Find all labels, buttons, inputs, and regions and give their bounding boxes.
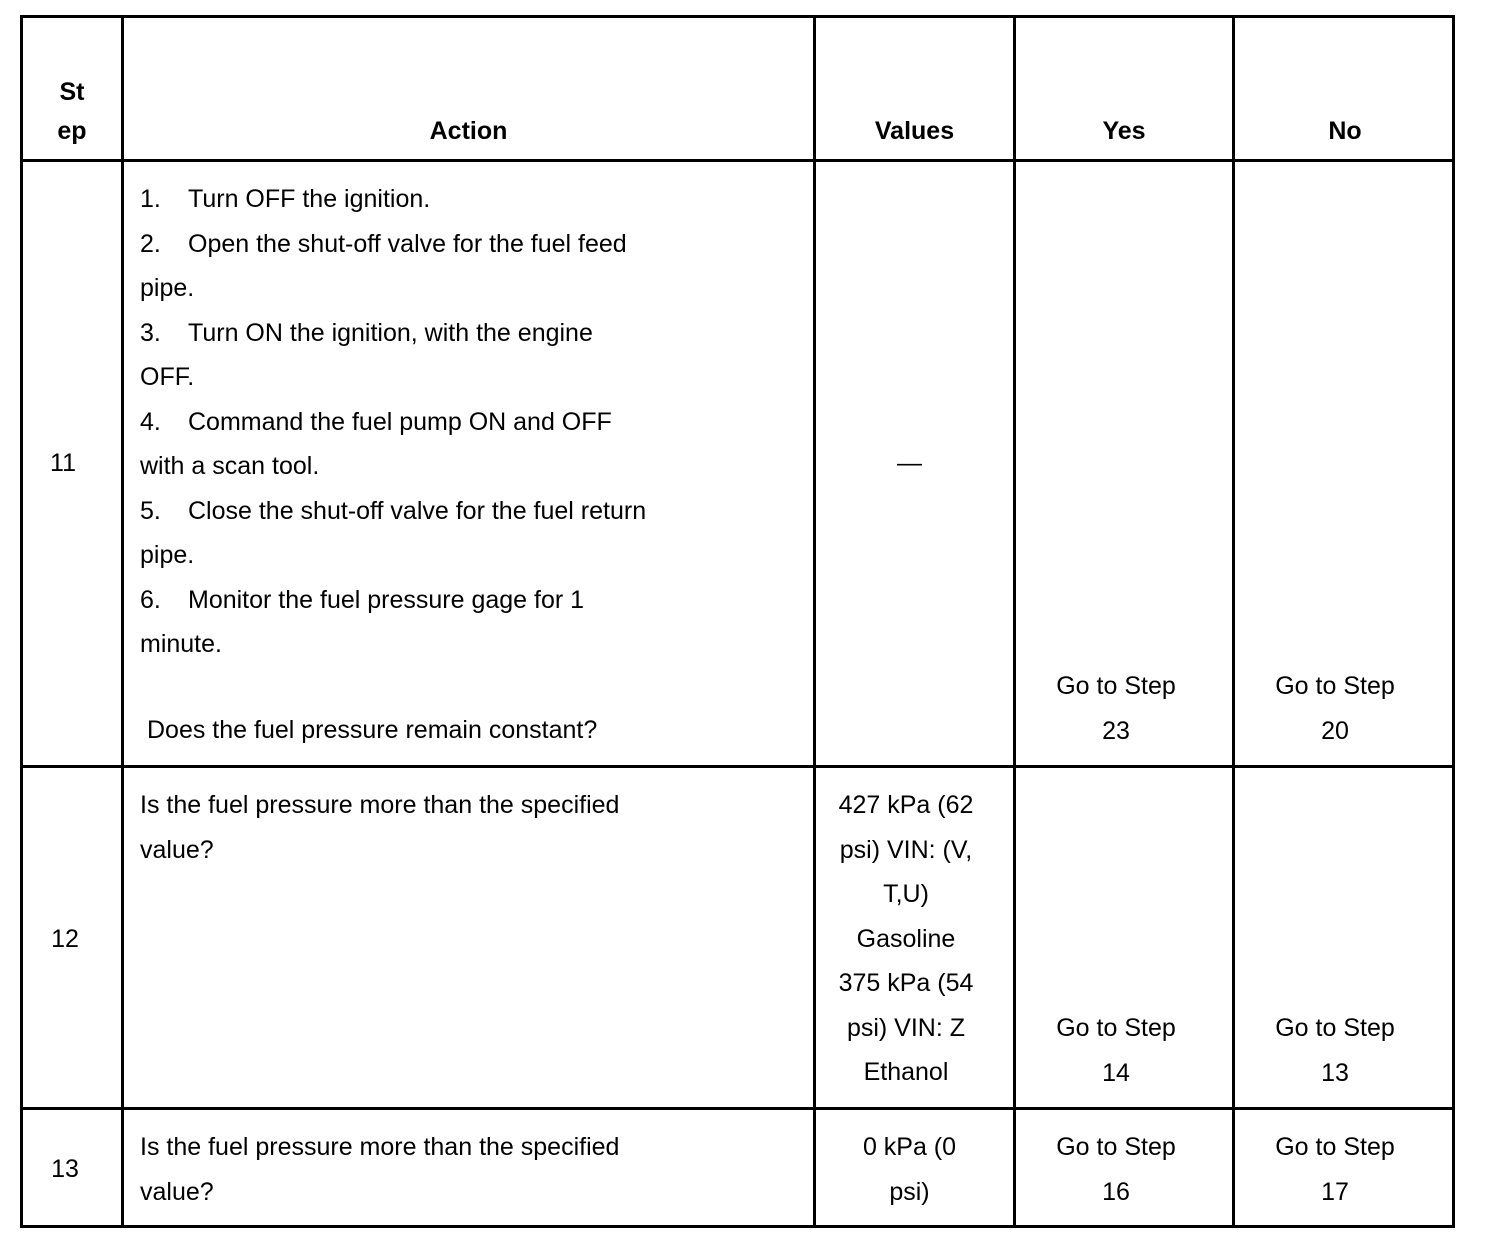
step-number: 12 — [51, 925, 79, 953]
no-cell: Go to Step 20 — [1275, 672, 1395, 745]
yes-cell: Go to Step 16 — [1056, 1133, 1176, 1206]
header-no: No — [1328, 117, 1362, 145]
list-item: 1. Turn OFF the ignition. — [140, 185, 431, 213]
values-cell: 0 kPa (0 psi) — [862, 1133, 957, 1206]
action-question: Does the fuel pressure remain constant? — [147, 716, 598, 744]
yes-cell: Go to Step 23 — [1056, 672, 1176, 745]
header-yes: Yes — [1102, 117, 1146, 145]
yes-cell: Go to Step 14 — [1056, 1014, 1176, 1087]
list-item-continuation: minute. — [140, 630, 222, 658]
list-item-continuation: with a scan tool. — [140, 452, 320, 480]
values-cell: 427 kPa (62 psi) VIN: (V, T,U) Gasoline 375 kPa (54 psi) VIN: Z Ethanol — [838, 791, 974, 1086]
diagnostic-table — [20, 15, 1455, 1228]
values-cell: — — [897, 449, 922, 477]
action-list — [140, 177, 646, 667]
list-item: 2. Open the shut-off valve for the fuel feed — [140, 229, 627, 258]
row-divider — [23, 765, 1452, 768]
header-divider — [23, 159, 1452, 162]
header-step: St ep — [57, 78, 87, 145]
no-cell: Go to Step 17 — [1275, 1133, 1395, 1206]
list-item-continuation: pipe. — [140, 541, 195, 569]
list-item: 3. Turn ON the ignition, with the engine — [140, 318, 593, 347]
action-text: Is the fuel pressure more than the specified value? — [140, 1133, 620, 1206]
list-item-continuation: pipe. — [140, 274, 195, 302]
step-number: 13 — [51, 1155, 79, 1183]
list-item: 4. Command the fuel pump ON and OFF — [140, 407, 612, 436]
list-item-continuation: OFF. — [140, 363, 195, 391]
row-divider — [23, 1107, 1452, 1110]
column-divider — [121, 18, 124, 1225]
list-item: 5. Close the shut-off valve for the fuel return — [140, 496, 647, 525]
action-text: Is the fuel pressure more than the specified value? — [140, 791, 620, 864]
list-item: 6. Monitor the fuel pressure gage for 1 — [140, 585, 585, 614]
step-number: 11 — [50, 449, 76, 477]
no-cell: Go to Step 13 — [1275, 1014, 1395, 1087]
header-action: Action — [429, 117, 508, 145]
header-values: Values — [874, 117, 955, 145]
